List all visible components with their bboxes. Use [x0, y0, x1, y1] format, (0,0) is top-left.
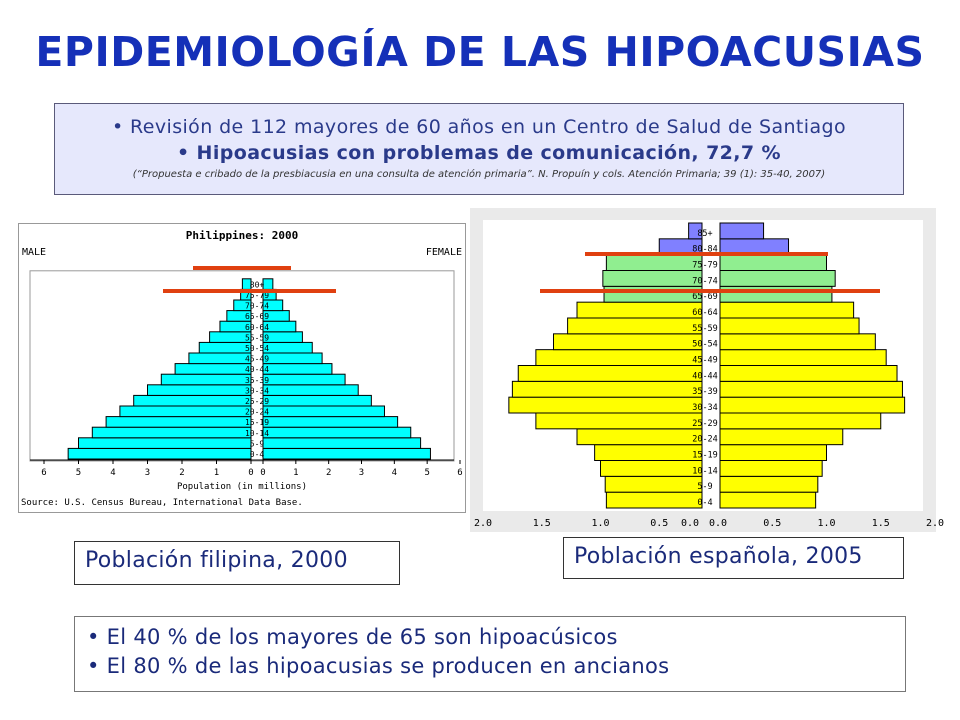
bar-male [189, 353, 251, 364]
bar-left [554, 334, 703, 350]
age-label: 15-19 [244, 418, 270, 428]
female-label: FEMALE [425, 247, 462, 258]
bar-male [175, 364, 251, 375]
x-tick-label: 1 [213, 468, 220, 478]
age-label: 25-29 [244, 397, 270, 406]
x-tick-label: 2.0 [473, 518, 493, 529]
age-label: 20-24 [244, 407, 270, 417]
bar-male [79, 438, 252, 449]
philippines-pyramid-chart [18, 223, 466, 513]
x-tick-label: 4 [110, 468, 116, 478]
caption-spain: Población española, 2005 [563, 537, 904, 579]
x-tick-label: 0.0 [708, 518, 728, 529]
age-label: 55-59 [692, 323, 718, 334]
bar-left [518, 366, 702, 382]
info-line-1: • Revisión de 112 mayores de 60 años en un Centro de Salud de Santiago [112, 116, 846, 138]
age-label: 0-4 [249, 450, 265, 459]
bar-male [161, 374, 251, 385]
bar-female [263, 374, 345, 385]
male-label: MALE [22, 247, 47, 258]
summary-box [74, 616, 906, 692]
bar-left [512, 381, 702, 397]
x-tick-label: 0.5 [763, 518, 782, 529]
bar-right [720, 429, 843, 445]
bar-female [263, 353, 322, 364]
age-label: 30-34 [692, 403, 718, 413]
chart-title: Philippines: 2000 [185, 229, 299, 242]
bar-left [605, 476, 702, 492]
age-label: 5-9 [249, 439, 265, 449]
bar-male [199, 342, 251, 353]
x-tick-label: 5 [424, 468, 430, 478]
bar-left [601, 461, 703, 477]
x-tick-label: 2 [325, 468, 332, 478]
x-tick-label: 3 [358, 468, 365, 478]
citation: (“Propuesta e cribado de la presbiacusia en una consulta de atención primaria”. N. Propuín y cols. Atención Primaria; 39 (1): 35-40, 2007) [132, 169, 826, 180]
bar-right [720, 397, 905, 413]
bar-right [720, 445, 827, 461]
x-tick-label: 2.0 [925, 518, 945, 529]
age-label: 0-4 [697, 498, 713, 508]
bar-left [577, 302, 702, 318]
bar-right [720, 255, 827, 271]
x-tick-label: 6 [41, 468, 47, 478]
x-tick-label: 1.5 [871, 518, 890, 529]
bar-female [263, 364, 332, 375]
x-tick-label: 6 [457, 468, 463, 478]
bar-female [263, 406, 384, 417]
age-label: 80-84 [692, 244, 718, 255]
spain-pyramid-chart [470, 208, 945, 532]
age-label: 10-14 [244, 428, 270, 438]
age-label: 70-74 [692, 276, 718, 287]
bar-male [120, 406, 251, 417]
bar-female [263, 385, 358, 396]
bar-right [720, 302, 854, 318]
x-tick-label: 0.5 [650, 518, 669, 529]
bar-left [536, 350, 702, 366]
bar-female [263, 448, 430, 459]
bar-female [263, 438, 421, 449]
page-title: EPIDEMIOLOGÍA DE LAS HIPOACUSIAS [35, 28, 925, 76]
x-tick-label: 2 [179, 468, 185, 478]
bar-left [509, 397, 702, 413]
bar-right [720, 476, 818, 492]
bar-right [720, 413, 881, 429]
age-label: 50-54 [692, 339, 718, 350]
source-note: Source: U.S. Census Bureau, International Data Base. [21, 498, 303, 508]
bar-left [606, 255, 702, 271]
bar-male [134, 395, 251, 406]
bar-male [68, 448, 251, 459]
bullet-1: • El 40 % de los mayores de 65 son hipoacúsicos [87, 625, 618, 649]
age-label: 70-74 [244, 301, 270, 311]
bar-right [720, 239, 789, 255]
bar-right [720, 350, 886, 366]
bar-female [263, 427, 411, 438]
age-label: 60-64 [244, 322, 270, 332]
age-label: 65-69 [244, 312, 270, 322]
x-tick-label: 1.0 [591, 518, 610, 529]
bar-right [720, 223, 764, 239]
bar-right [720, 461, 822, 477]
age-label: 40-44 [244, 365, 270, 375]
age-label: 30-34 [244, 386, 270, 396]
bar-female [263, 395, 371, 406]
bar-right [720, 366, 897, 382]
bar-left [577, 429, 702, 445]
bullet-2: • El 80 % de las hipoacusias se producen en ancianos [87, 654, 670, 678]
x-axis-label: Population (in millions) [176, 482, 308, 492]
age-label: 25-29 [692, 418, 718, 429]
x-tick-label: 1.5 [532, 518, 551, 529]
bar-right [720, 286, 832, 302]
bar-right [720, 271, 835, 287]
age-label: 55-59 [244, 333, 270, 343]
age-label: 75-79 [692, 260, 718, 271]
bar-male [106, 417, 251, 428]
age-label: 15-19 [692, 450, 718, 461]
age-label: 80+ [249, 280, 265, 290]
bar-left [536, 413, 702, 429]
age-label: 35-39 [692, 387, 718, 398]
bar-right [720, 381, 902, 397]
bar-female [263, 342, 312, 353]
age-label: 65-69 [692, 292, 718, 303]
caption-philippines: Población filipina, 2000 [74, 541, 400, 585]
age-label: 50-54 [244, 344, 270, 353]
bar-left [568, 318, 702, 334]
x-tick-label: 4 [391, 468, 398, 478]
age-label: 20-24 [692, 434, 718, 445]
x-tick-label: 3 [144, 468, 151, 478]
age-label: 45-49 [244, 354, 270, 364]
bar-left [603, 271, 702, 287]
age-label: 5-9 [697, 482, 713, 493]
age-label: 10-14 [692, 466, 718, 477]
bar-male [148, 385, 252, 396]
age-label: 45-49 [692, 355, 718, 366]
bar-right [720, 318, 859, 334]
x-tick-label: 1 [293, 468, 299, 478]
x-tick-label: 0 [248, 468, 254, 478]
info-line-2: • Hipoacusias con problemas de comunicación, 72,7 % [176, 142, 781, 164]
age-label: 35-39 [244, 375, 270, 385]
x-tick-label: 1.0 [817, 518, 836, 529]
age-label: 85+ [697, 228, 713, 239]
age-label: 75-79 [244, 291, 270, 300]
bar-left [595, 445, 702, 461]
bar-right [720, 492, 816, 508]
bar-right [720, 334, 875, 350]
x-tick-label: 0.0 [680, 518, 700, 529]
bar-male [92, 427, 251, 438]
x-tick-label: 0 [260, 468, 266, 478]
bar-left [606, 492, 702, 508]
bar-female [263, 417, 398, 428]
info-box [54, 103, 904, 195]
age-label: 40-44 [692, 371, 718, 382]
bar-female [263, 279, 273, 290]
age-label: 60-64 [692, 308, 718, 318]
bar-left [604, 286, 702, 302]
x-tick-label: 5 [75, 468, 82, 478]
